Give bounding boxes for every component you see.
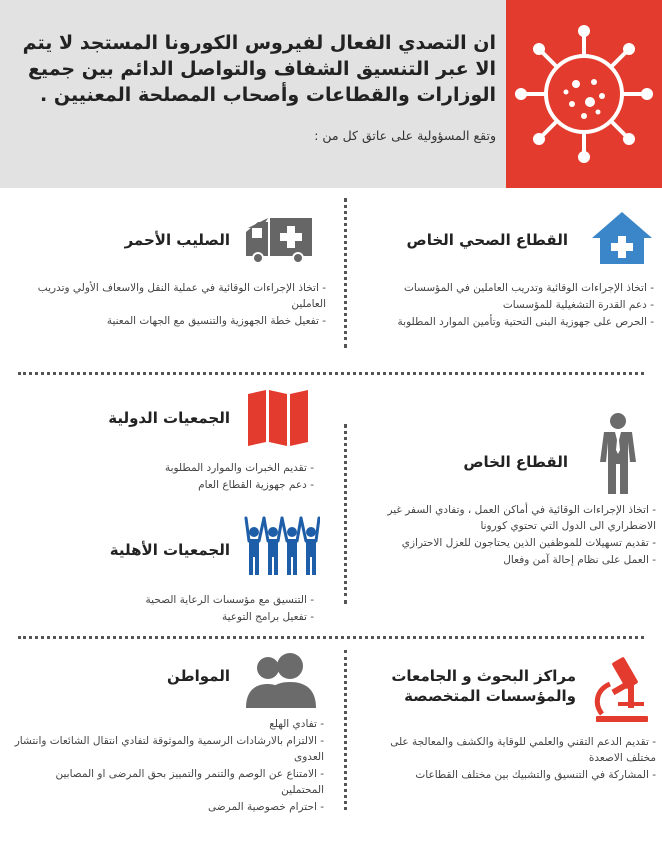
header-banner — [0, 0, 662, 188]
header-icon-box — [506, 0, 662, 188]
section-title-red-cross: الصليب الأحمر — [124, 231, 230, 249]
businessperson-icon — [598, 412, 638, 496]
list-private-health — [364, 280, 654, 331]
virus-icon — [506, 0, 662, 188]
list-item: - تقديم الخبرات والموارد المطلوبة — [164, 462, 314, 474]
ambulance-icon — [244, 214, 314, 264]
list-item: - تقديم الدعم التقني والعلمي للوقاية والكشف والمعالجة على مختلف الاصعدة — [390, 736, 656, 764]
list-private-sector — [360, 502, 656, 569]
list-citizen — [14, 716, 324, 816]
list-item: - تفعيل برامج التوعية — [221, 611, 314, 623]
users-icon — [244, 650, 318, 710]
section-title-international: الجمعيات الدولية — [108, 409, 230, 427]
list-item: - التنسيق مع مؤسسات الرعاية الصحية — [145, 594, 314, 606]
list-item: - تفعيل خطة الجهوزية والتنسيق مع الجهات المعنية — [106, 315, 326, 327]
list-item: - العمل على نظام إحالة آمن وفعال — [503, 554, 656, 566]
list-item: - دعم القدرة التشغيلية للمؤسسات — [502, 299, 654, 311]
separator-col-2 — [344, 424, 347, 604]
house-medical-icon — [590, 210, 654, 266]
list-international — [14, 460, 314, 494]
section-title-citizen: المواطن — [166, 667, 230, 685]
separator-col-3 — [344, 650, 347, 810]
list-research — [360, 734, 656, 784]
section-title-private-health: القطاع الصحي الخاص — [406, 231, 568, 249]
list-item: - اتخاذ الإجراءات الوقائية في عملية النقل والاسعاف الأولي وتدريب العاملين — [37, 282, 326, 310]
list-item: - احترام خصوصية المرضى — [208, 801, 324, 813]
list-item: - الامتناع عن الوصم والتنمر والتمييز بحق المرضى او المصابين المحتملين — [55, 768, 324, 796]
list-item: - الحرص على جهوزية البنى التحتية وتأمين الموارد المطلوبة — [397, 316, 654, 328]
microscope-icon — [588, 654, 652, 724]
list-item: - اتخاذ الإجراءات الوقائية في أماكن العمل ، وتفادي السفر غير الاضطراري الى الدول التي تحتوي كورونا — [387, 504, 656, 532]
list-item: - الالتزام بالارشادات الرسمية والموثوقة لتفادي انتقال الشائعات وانتشار العدوى — [14, 735, 324, 763]
list-item: - تفادي الهلع — [269, 718, 324, 730]
separator-col-1 — [344, 198, 347, 348]
list-civil — [14, 592, 314, 626]
separator-row-2 — [18, 636, 644, 639]
header-title: ان التصدي الفعال لفيروس الكورونا المستجد لا يتم الا عبر التنسيق الشفاف والتواصل الدائم بين جميع الوزارات والقطاعات وأصحاب المصلحة المعنيين . — [22, 32, 496, 106]
list-item: - اتخاذ الإجراءات الوقائية وتدريب العاملين في المؤسسات — [403, 282, 654, 294]
section-title-research: مراكز البحوث و الجامعات والمؤسسات المتخصصة — [391, 667, 576, 705]
list-red-cross — [14, 280, 326, 330]
list-item: - دعم جهوزية القطاع العام — [198, 479, 314, 491]
map-icon — [246, 388, 310, 448]
list-item: - المشاركة في التنسيق والتشبيك بين مختلف القطاعات — [415, 769, 656, 781]
section-title-private-sector: القطاع الخاص — [463, 453, 568, 471]
section-title-civil: الجمعيات الأهلية — [109, 541, 230, 559]
header-subtitle: وتقع المسؤولية على عاتق كل من : — [314, 128, 496, 143]
separator-row-1 — [18, 372, 644, 375]
list-item: - تقديم تسهيلات للموظفين الذين يحتاجون للعزل الاحترازي — [401, 537, 656, 549]
people-group-icon — [244, 514, 320, 576]
